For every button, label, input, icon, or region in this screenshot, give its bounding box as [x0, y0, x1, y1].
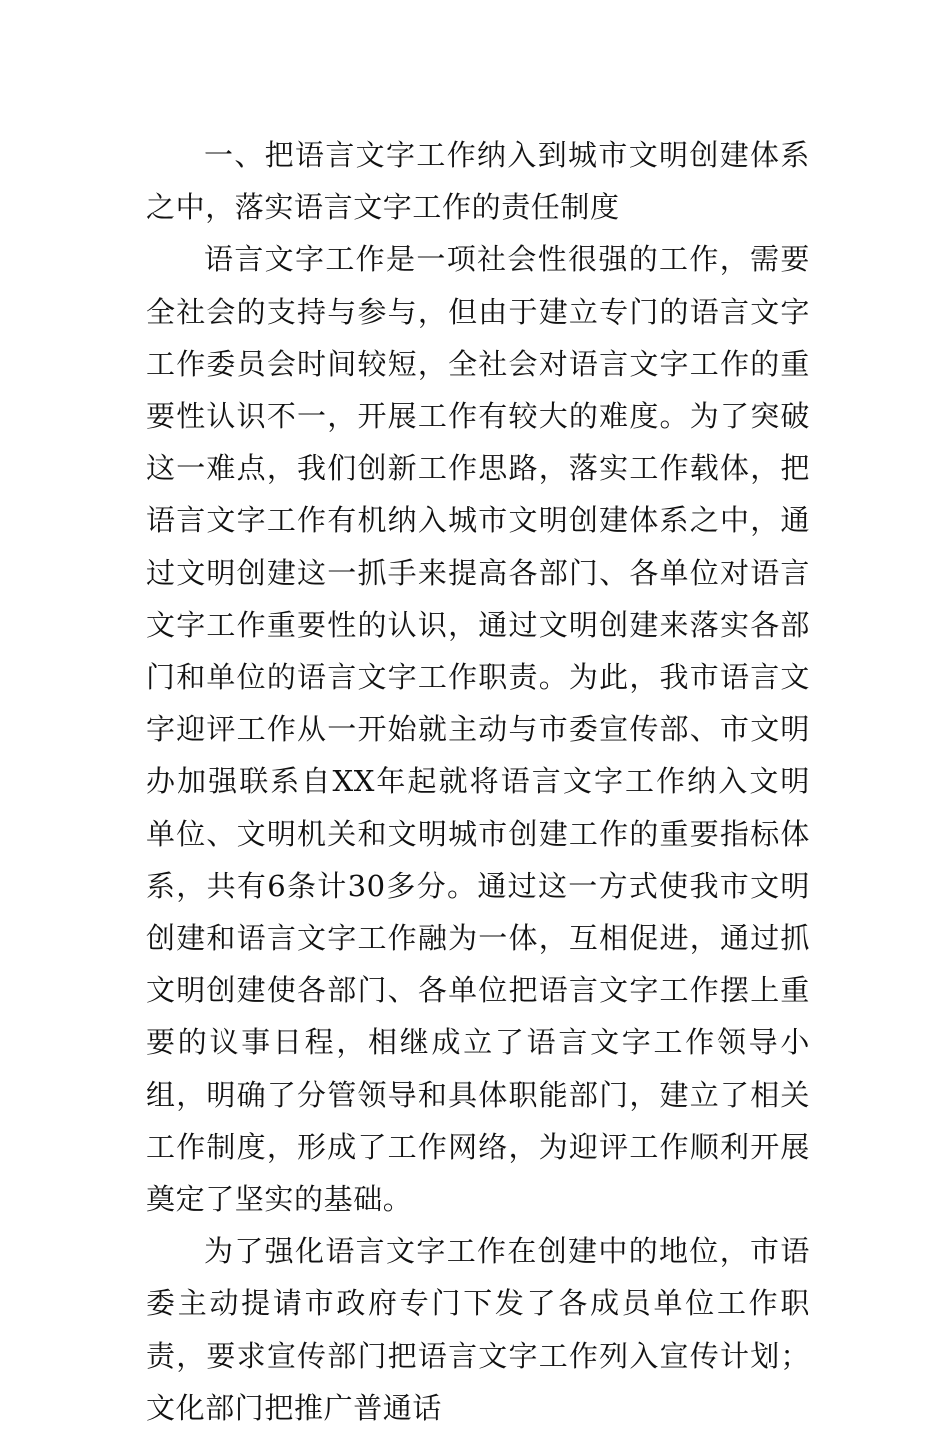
body-paragraph-2: 为了强化语言文字工作在创建中的地位，市语委主动提请市政府专门下发了各成员单位工作职责，要求宣传部门把语言文字工作列入宣传计划；文化部门把推广普通话	[146, 1234, 810, 1425]
section-heading: 一、把语言文字工作纳入到城市文明创建体系之中，落实语言文字工作的责任制度	[146, 138, 810, 225]
body-paragraph-1: 语言文字工作是一项社会性很强的工作，需要全社会的支持与参与，但由于建立专门的语言文字工作委员会时间较短，全社会对语言文字工作的重要性认识不一，开展工作有较大的难度。为了突破这一难点，我们创新工作思路，落实工作载体，把语言文字工作有机纳入城市文明创建体系之中，通过文明创建这一抓手来提高各部门、各单位对语言文字工作重要性的认识，通过文明创建来落实各部门和单位的语言文字工作职责。为此，我市语言文字迎评工作从一开始就主动与市委宣传部、市文明办加强联系自XX年起就将语言文字工作纳入文明单位、文明机关和文明城市创建工作的重要指标体系，共有6条计30多分。通过这一方式使我市文明创建和语言文字工作融为一体，互相促进，通过抓文明创建使各部门、各单位把语言文字工作摆上重要的议事日程，相继成立了语言文字工作领导小组，明确了分管领导和具体职能部门，建立了相关工作制度，形成了工作网络，为迎评工作顺利开展奠定了坚实的基础。	[146, 242, 810, 1217]
document-page	[146, 129, 810, 1434]
